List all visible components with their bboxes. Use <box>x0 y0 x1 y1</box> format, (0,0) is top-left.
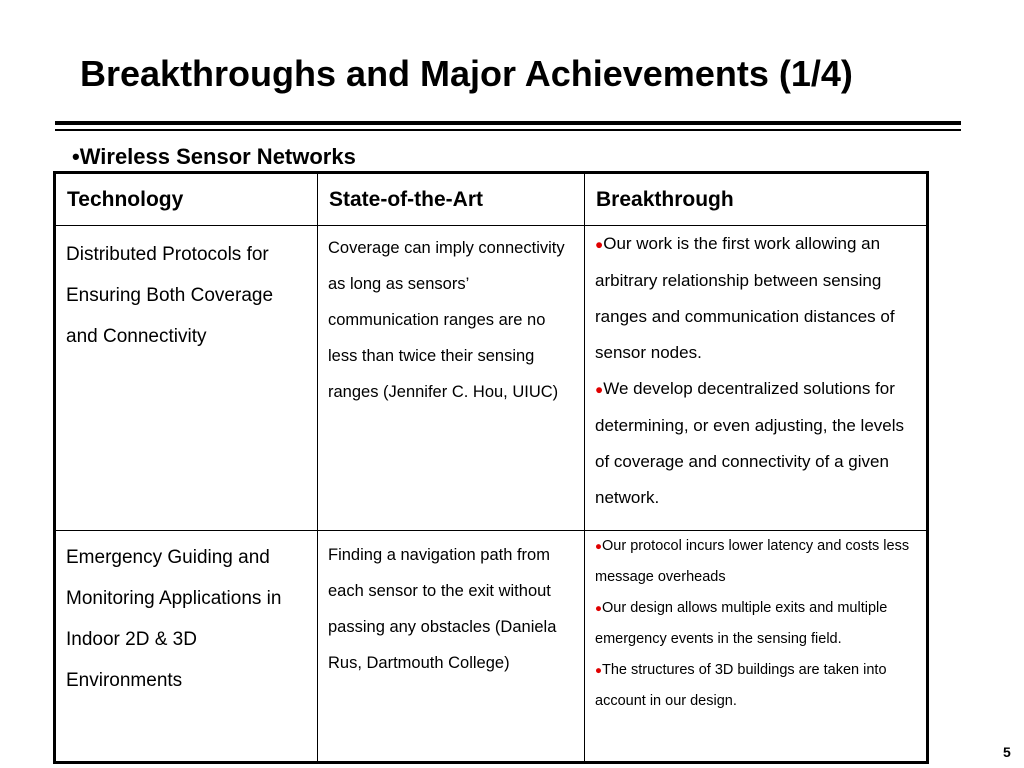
section-heading: •Wireless Sensor Networks <box>72 144 356 169</box>
breakthrough-item: ●Our protocol incurs lower latency and costs less message overheads <box>595 538 910 585</box>
bullet-dot-icon: ● <box>595 540 603 553</box>
header-state-of-the-art: State-of-the-Art <box>318 173 585 226</box>
table-row <box>55 531 928 763</box>
technology-cell: Emergency Guiding and Monitoring Applications in Indoor 2D & 3D Environments <box>55 531 318 763</box>
achievements-table <box>53 171 929 764</box>
bullet-dot-icon: ● <box>595 237 604 252</box>
table-row <box>55 226 928 531</box>
breakthrough-item: ●Our design allows multiple exits and multiple emergency events in the sensing field. <box>595 600 888 647</box>
state-of-the-art-cell: Coverage can imply connectivity as long as sensors’ communication ranges are no less than twice their sensing ranges (Jennifer C. Hou, UIUC) <box>318 226 585 531</box>
page-number: 5 <box>1003 744 1011 760</box>
table-header-row <box>55 173 928 226</box>
breakthrough-item: ●The structures of 3D buildings are taken into account in our design. <box>595 662 887 709</box>
breakthrough-item: ●We develop decentralized solutions for determining, or even adjusting, the levels of coverage and connectivity of a given network. <box>595 379 905 507</box>
breakthrough-cell <box>585 531 928 763</box>
header-breakthrough: Breakthrough <box>585 173 928 226</box>
bullet-dot-icon: ● <box>595 382 604 397</box>
breakthrough-cell <box>585 226 928 531</box>
bullet-dot-icon: ● <box>595 664 603 677</box>
technology-cell: Distributed Protocols for Ensuring Both Coverage and Connectivity <box>55 226 318 531</box>
breakthrough-item: ●Our work is the first work allowing an arbitrary relationship between sensing ranges and communication distances of sensor nodes. <box>595 234 895 362</box>
title-divider-thin <box>55 129 961 131</box>
title-divider-thick <box>55 121 961 125</box>
state-of-the-art-cell: Finding a navigation path from each sensor to the exit without passing any obstacles (Daniela Rus, Dartmouth College) <box>318 531 585 763</box>
header-technology: Technology <box>55 173 318 226</box>
slide-title: Breakthroughs and Major Achievements (1/4) <box>80 53 853 94</box>
bullet-dot-icon: ● <box>595 602 603 615</box>
